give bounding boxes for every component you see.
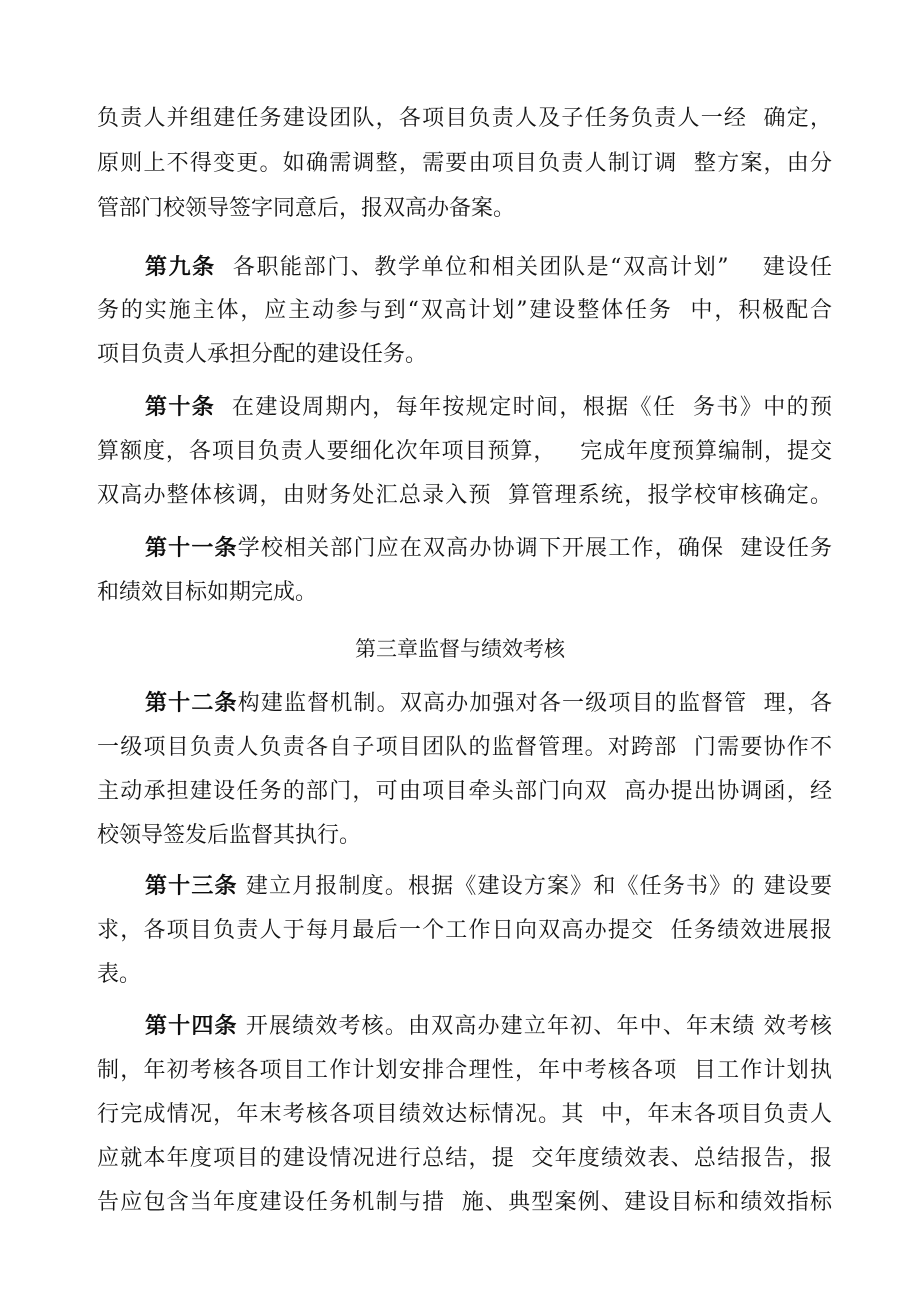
paragraph-line: 算额度，各项目负责人要细化次年项目预算， 完成年度预算编制，提交 — [97, 439, 832, 464]
article-10-text: 在建设周期内，每年按规定时间，根据《任 务书》中的预 — [215, 395, 832, 420]
chapter-title: 第三章监督与绩效考核 — [355, 637, 565, 661]
article-14-text: 开展绩效考核。由双高办建立年初、年中、年末绩 效考核 — [237, 1014, 832, 1039]
paragraph-line: 主动承担建设任务的部门，可由项目牵头部门向双 高办提出协调函，经 — [97, 779, 832, 804]
article-11-text: 学校相关部门应在双高办协调下开展工作，确保 建设任务 — [237, 536, 832, 561]
article-12-label: 第十二条 — [145, 691, 238, 716]
paragraph-line: 务的实施主体，应主动参与到“双高计划”建设整体任务 中，积极配合 — [97, 298, 832, 323]
article-10-label: 第十条 — [145, 395, 216, 420]
paragraph-line: 行完成情况，年末考核各项目绩效达标情况。其 中，年末各项目负责人 — [97, 1102, 832, 1127]
paragraph-line: 校领导签发后监督其执行。 — [97, 823, 362, 848]
paragraph-line: 双高办整体核调，由财务处汇总录入预 算管理系统，报学校审核确定。 — [97, 483, 832, 508]
article-9-text: 各职能部门、教学单位和相关团队是“双高计划” 建设任 — [215, 255, 832, 280]
article-12-text: 构建监督机制。双高办加强对各一级项目的监督管 理，各 — [237, 691, 832, 716]
article-13-text: 建立月报制度。根据《建设方案》和《任务书》的 建设要 — [237, 874, 832, 899]
paragraph-line: 原则上不得变更。如确需调整，需要由项目负责人制订调 整方案，由分 — [97, 151, 832, 176]
paragraph-line: 告应包含当年度建设任务机制与措 施、典型案例、建设目标和绩效指标 — [97, 1190, 832, 1215]
article-11-line — [145, 527, 832, 571]
article-11-label: 第十一条 — [145, 536, 238, 561]
article-10-line — [145, 386, 832, 430]
paragraph-line: 一级项目负责人负责各自子项目团队的监督管理。对跨部 门需要协作不 — [97, 735, 832, 760]
article-13-line — [145, 865, 832, 909]
paragraph-line: 项目负责人承担分配的建设任务。 — [97, 342, 428, 367]
article-9-line — [145, 246, 832, 290]
paragraph-line: 管部门校领导签字同意后，报双高办备案。 — [97, 196, 516, 221]
paragraph-line: 制，年初考核各项目工作计划安排合理性，年中考核各项 目工作计划执 — [97, 1058, 832, 1083]
paragraph-line: 应就本年度项目的建设情况进行总结，提 交年度绩效表、总结报告，报 — [97, 1146, 832, 1171]
paragraph-line: 负责人并组建任务建设团队，各项目负责人及子任务负责人一经 确定， — [97, 106, 832, 131]
paragraph-line: 和绩效目标如期完成。 — [97, 580, 318, 605]
article-14-label: 第十四条 — [145, 1014, 238, 1039]
article-9-label: 第九条 — [145, 255, 216, 280]
paragraph-line: 表。 — [97, 962, 142, 987]
article-12-line — [145, 682, 832, 726]
article-13-label: 第十三条 — [145, 874, 238, 899]
article-14-line — [145, 1005, 832, 1049]
paragraph-line: 求，各项目负责人于每月最后一个工作日向双高办提交 任务绩效进展报 — [97, 918, 832, 943]
